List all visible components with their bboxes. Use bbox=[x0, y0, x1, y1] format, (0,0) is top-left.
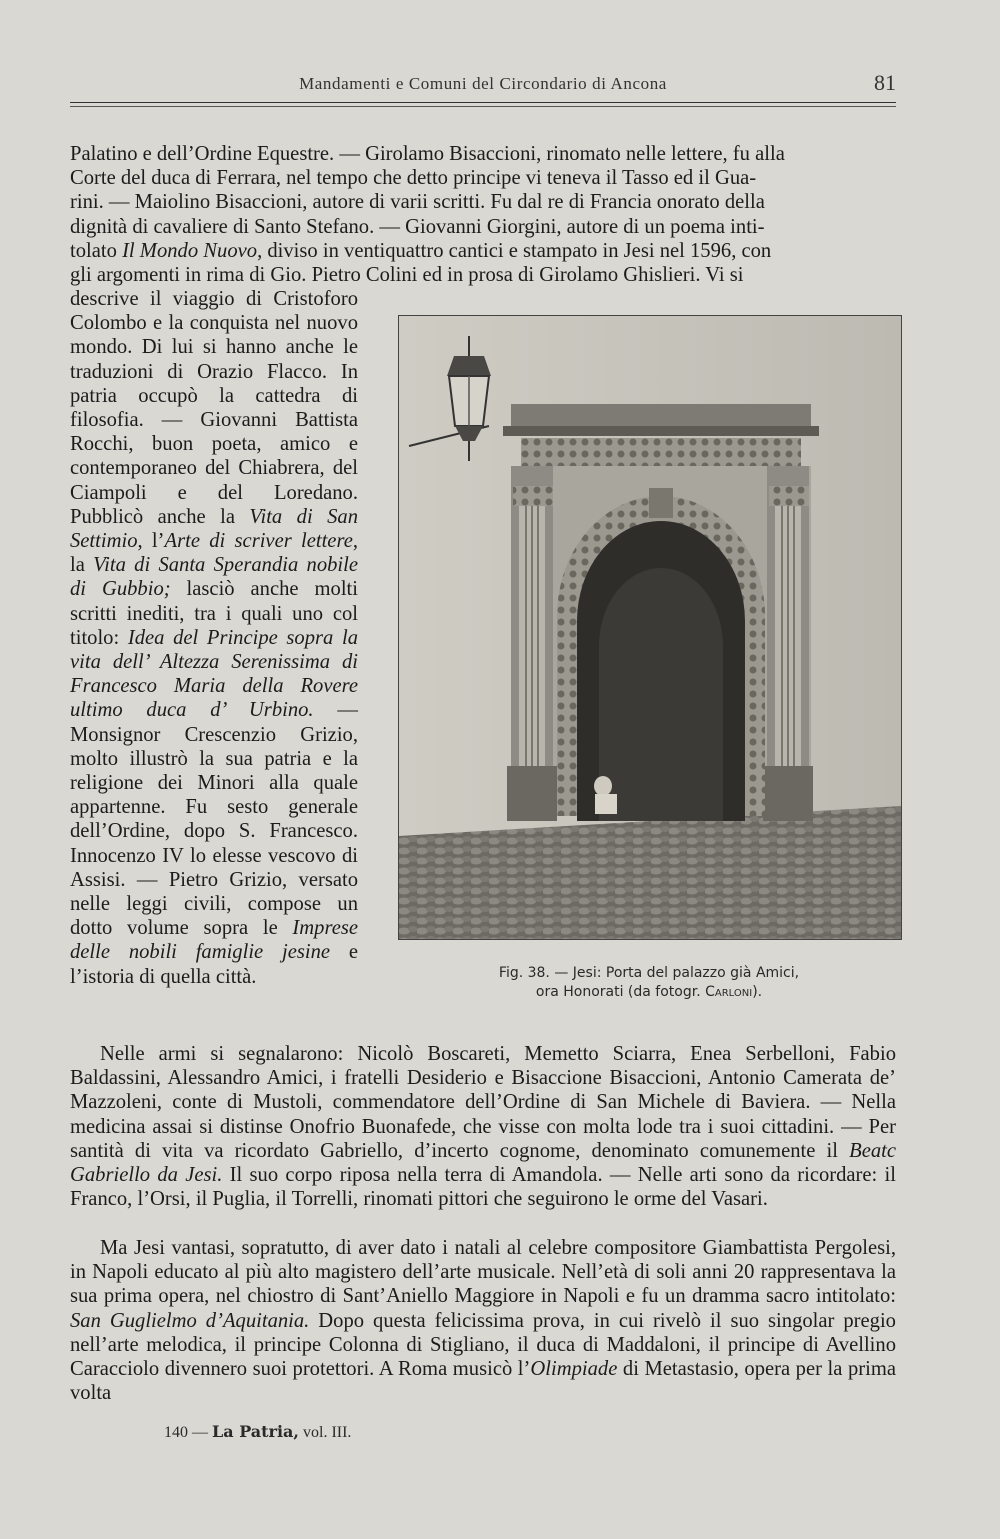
publication-title: La Patria, bbox=[212, 1422, 299, 1441]
caption-text: ). bbox=[752, 984, 763, 1000]
p1-line: Palatino e dell’Ordine Equestre. — Girolamo Bisaccioni, rinomato nelle lettere, fu alla bbox=[70, 143, 785, 165]
p1-text: , diviso in ventiquattro cantici e stampato in Jesi nel 1596, con bbox=[257, 239, 772, 262]
figure-photo-doorway bbox=[398, 315, 902, 940]
p1-line: gli argomenti in rima di Gio. Pietro Colini ed in prosa di Girolamo Ghislieri. Vi si bbox=[70, 264, 744, 287]
col-text: , l’ bbox=[137, 530, 165, 553]
italic-title: Olimpiade bbox=[530, 1358, 618, 1381]
p3-span: Dopo questa felicissima prova, in cui rivelò il suo singolar pregio nell’arte melodica, il principe Colonna di Stigliano, il duca di Maddaloni, il principe di Avellino Caracciolo divennero suoi protettori. A Roma musicò l’ bbox=[70, 1309, 896, 1381]
italic-title: Arte di scriver lettere bbox=[164, 530, 353, 553]
p1-line: dignità di cavaliere di Santo Stefano. — Giovanni Giorgini, autore di un poema inti- bbox=[70, 215, 765, 238]
col-text: e l’istoria di quella città. bbox=[70, 941, 358, 988]
running-title: Mandamenti e Comuni del Circondario di Ancona bbox=[299, 74, 667, 93]
p3-span: di Metastasio, opera per la prima volta bbox=[70, 1358, 896, 1405]
signature-mark: 140 — bbox=[164, 1424, 208, 1441]
col-text: lasciò anche molti scritti inediti, tra i quali uno col titolo: bbox=[70, 578, 358, 649]
p1-line: Corte del duca di Ferrara, nel tempo che detto principe vi teneva il Tasso ed il Gua- bbox=[70, 167, 757, 190]
paragraph-3 bbox=[70, 1236, 896, 1405]
page-header bbox=[70, 70, 896, 104]
italic-title: Vita di San Settimio bbox=[70, 505, 358, 553]
page-number: 81 bbox=[874, 70, 896, 95]
caption-text: ora Honorati (da fotogr. bbox=[535, 984, 706, 1000]
italic-name: Beatc Gabriello da Jesi. bbox=[70, 1139, 896, 1187]
header-rule-thin bbox=[70, 106, 896, 107]
photographer-name: Carloni bbox=[705, 984, 753, 1000]
col-text: descrive il viaggio di Cristoforo Colombo e la conquista nel nuovo mondo. Di lui si hanno anche le traduzioni di Orazio Flacco. In patria occupò la cattedra di filosofia. — Giovanni Battista Rocchi, buon poeta, amico e contemporaneo del Chiabrera, del Ciampoli e del Loredano. Pubblicò anche la bbox=[70, 288, 358, 528]
figure-caption bbox=[398, 964, 900, 1002]
italic-title: Vita di Santa Sperandia nobile di Gubbio; bbox=[70, 554, 358, 601]
col-text: — Monsignor Crescenzio Grizio, molto illustrò la sua patria e la religione dei Minori alla quale appartenne. Fu sesto generale dell’Ordine, dopo S. Francesco. Innocenzo IV lo elesse vescovo di Assisi. — Pietro Grizio, versato nelle leggi civili, compose un dotto volume sopra le bbox=[70, 699, 358, 940]
paragraph-2 bbox=[70, 1042, 896, 1211]
column-paragraph bbox=[70, 287, 358, 989]
col-text: , la bbox=[70, 530, 358, 577]
p2-span: Nelle armi si segnalarono: Nicolò Boscareti, Memetto Sciarra, Enea Serbelloni, Fabio Baldassini, Alessandro Amici, i fratelli Desiderio e Bisaccione Bisaccioni, Antonio Camerata de’ Mazzoleni, conte di Mustoli, commendatore dell’Ordine di San Michele di Baviera. — Nella medicina assai si distinse Onofrio Buonafede, che visse con molta lode tra i suoi cittadini. — Per santità di vita va ricordato Gabriello, d’incerto cognome, denominato comunemente il bbox=[70, 1043, 896, 1162]
p3-span: Ma Jesi vantasi, sopratutto, di aver dato i natali al celebre compositore Giambattista Pergolesi, in Napoli educato al più alto magistero dell’arte musicale. Nell’età di soli anni 20 rappresentava la sua prima opera, nel chiostro di Sant’Aniello Maggiore in Napoli e fu un dramma sacro intitolato: bbox=[70, 1237, 896, 1308]
p3-text bbox=[70, 1236, 896, 1405]
p1-line bbox=[70, 239, 896, 263]
paragraph-1 bbox=[70, 142, 896, 287]
italic-title: San Guglielmo d’Aquitania. bbox=[70, 1309, 310, 1332]
p1-text: tolato bbox=[70, 239, 123, 262]
caption-line-2 bbox=[398, 983, 900, 1002]
p2-text bbox=[70, 1042, 896, 1211]
volume-label: vol. III. bbox=[303, 1424, 352, 1441]
book-title: Il Mondo Nuovo bbox=[122, 239, 258, 262]
italic-title: Imprese delle nobili famiglie jesine bbox=[70, 917, 358, 964]
page-footer bbox=[164, 1422, 351, 1442]
doorway-illustration bbox=[399, 316, 901, 939]
side-column-text bbox=[70, 287, 358, 989]
p2-span: Il suo corpo riposa nella terra di Amandola. — Nelle arti sono da ricordare: il Franco, l’Orsi, il Puglia, il Torrelli, rinomati pittori che seguirono le orme del Vasari. bbox=[70, 1164, 896, 1211]
caption-line-1: Fig. 38. — Jesi: Porta del palazzo già Amici, bbox=[498, 965, 800, 981]
p1-line: rini. — Maiolino Bisaccioni, autore di varii scritti. Fu dal re di Francia onorato della bbox=[70, 191, 765, 214]
header-rule bbox=[70, 102, 896, 103]
italic-title: Idea del Principe sopra la vita dell’ Altezza Serenissima di Francesco Maria della Rovere ultimo duca d’ Urbino. bbox=[70, 626, 358, 722]
